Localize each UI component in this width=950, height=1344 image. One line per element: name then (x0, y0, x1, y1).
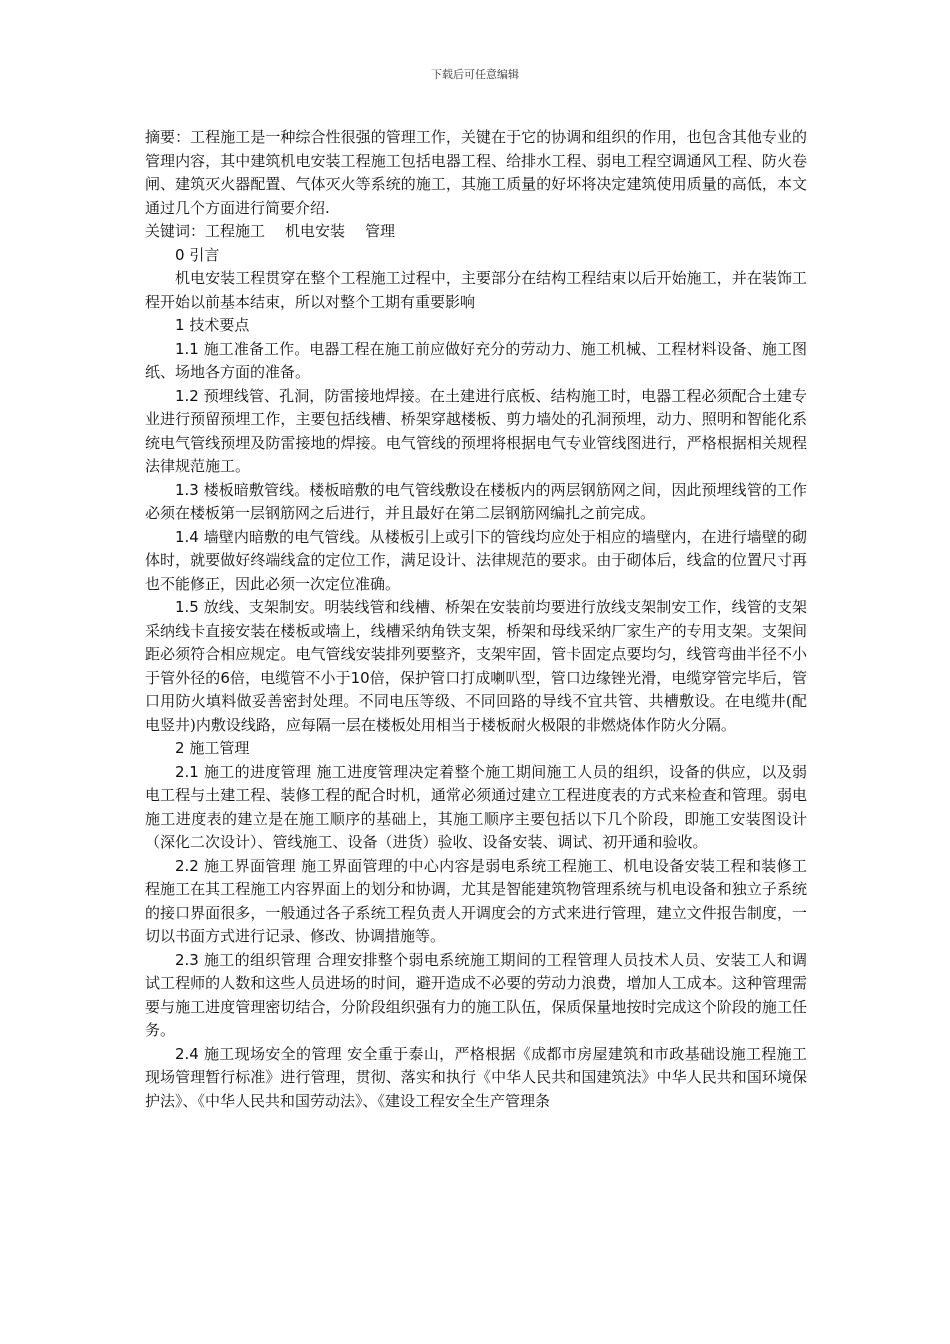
subsection-paragraph (145, 949, 807, 1043)
subsection-paragraph (145, 596, 807, 737)
section-heading (145, 737, 807, 761)
subsection-paragraph (145, 761, 807, 855)
keyword: 工程施工 (205, 222, 266, 240)
section-heading (145, 244, 807, 268)
inline-number: 6 (220, 668, 230, 687)
subsection-number: 1.2 (175, 386, 199, 405)
subsection-paragraph (145, 526, 807, 597)
subsection-number: 1.3 (175, 480, 199, 499)
inline-number: 10 (350, 668, 370, 687)
section-number: 1 (175, 316, 185, 334)
section-heading (145, 314, 807, 338)
subsection-number: 1.4 (175, 527, 199, 546)
paragraph-text: 预埋线管、孔洞，防雷接地焊接。在土建进行底板、结构施工时，电器工程必须配合土建专业进行预留预埋工作，主要包括线槽、桥架穿越楼板、剪力墙处的孔洞预埋，动力、照明和智能化系统电气管线预埋及防雷接地的焊接。电气管线的预埋将根据电气专业管线图进行，严格根据相关规程法律规范施工。 (145, 386, 807, 475)
paragraph-text: 倍，电缆管不小于 (229, 668, 351, 687)
paragraph-text: 放线、支架制安。明装线管和线槽、桥架在安装前均要进行放线支架制安工作，线管的支架采纳线卡直接安装在楼板或墙上，线槽采纳角铁支架，桥架和母线采纳厂家生产的专用支架。支架间距必须符合相应规定。电气管线安装排列要整齐，支架牢固，管卡固定点要均匀，线管弯曲半径不小于管外径的 (145, 598, 807, 687)
section-number: 0 (175, 245, 185, 264)
paragraph-text: 楼板暗敷管线。楼板暗敷的电气管线敷设在楼板内的两层钢筋网之间，因此预埋线管的工作必须在楼板第一层钢筋网之后进行，并且最好在第二层钢筋网编扎之前完成。 (145, 480, 807, 522)
subsection-number: 2.2 (175, 856, 199, 875)
subsection-number: 2.1 (175, 762, 199, 781)
page-header: 下载后可任意编辑 (431, 68, 519, 81)
paragraph-text: 倍，保护管口打成喇叭型，管口边缘锉光滑，电缆穿管完毕后，管口用防火填料做妥善密封处理。不同电压等级、不同回路的导线不宜共管、共槽敷设。在电缆井(配电竖井)内敷设线路，应每隔一层在楼板处用相当于楼板耐火极限的非燃烧体作防火分隔。 (145, 668, 807, 734)
section-title: 技术要点 (189, 316, 250, 334)
subsection-paragraph (145, 855, 807, 949)
subsection-paragraph (145, 1043, 807, 1114)
section-title: 引言 (189, 245, 220, 264)
keyword: 管理 (365, 222, 396, 240)
subsection-paragraph (145, 338, 807, 385)
paragraph-text: 施工准备工作。电器工程在施工前应做好充分的劳动力、施工机械、工程材料设备、施工图纸、场地各方面的准备。 (145, 339, 807, 381)
intro-paragraph: 机电安装工程贯穿在整个工程施工过程中，主要部分在结构工程结束以后开始施工，并在装饰工程开始以前基本结束，所以对整个工期有重要影响 (145, 269, 807, 311)
paragraph-text: 墙壁内暗敷的电气管线。从楼板引上或引下的管线均应处于相应的墙壁内，在进行墙壁的砌体时，就要做好终端线盒的定位工作，满足设计、法律规范的要求。由于砌体后，线盒的位置尺寸再也不能修正，因此必须一次定位准确。 (145, 527, 807, 593)
paragraph-text: 施工的进度管理 施工进度管理决定着整个施工期间施工人员的组织，设备的供应，以及弱电工程与土建工程、装修工程的配合时机，通常必须通过建立工程进度表的方式来检查和管理。弱电施工进度表的建立是在施工顺序的基础上，其施工顺序主要包括以下几个阶段，即施工安装图设计（深化二次设计）、管线施工、设备（进货）验收、设备安装、调试、初开通和验收。 (145, 762, 807, 851)
subsection-paragraph (145, 385, 807, 479)
subsection-number: 1.5 (175, 598, 199, 616)
section-number: 2 (175, 739, 185, 757)
document-body (145, 126, 807, 1113)
keyword: 机电安装 (285, 222, 346, 240)
keywords-line (145, 220, 807, 244)
paragraph-text: 施工界面管理 施工界面管理的中心内容是弱电系统工程施工、机电设备安装工程和装修工程施工在其工程施工内容界面上的划分和协调，尤其是智能建筑物管理系统与机电设备和独立子系统的接口界面很多，一般通过各子系统工程负责人开调度会的方式来进行管理，建立文件报告制度，一切以书面方式进行记录、修改、协调措施等。 (145, 856, 807, 945)
subsection-number: 2.3 (175, 950, 199, 969)
subsection-paragraph (145, 479, 807, 526)
section-title: 施工管理 (189, 739, 250, 757)
abstract-paragraph: 摘要：工程施工是一种综合性很强的管理工作，关键在于它的协调和组织的作用，也包含其他专业的管理内容，其中建筑机电安装工程施工包括电器工程、给排水工程、弱电工程空调通风工程、防火卷闸、建筑灭火器配置、气体灭火等系统的施工，其施工质量的好坏将决定建筑使用质量的高低，本文通过几个方面进行简要介绍. (145, 128, 807, 217)
paragraph-text: 施工的组织管理 合理安排整个弱电系统施工期间的工程管理人员技术人员、安装工人和调试工程师的人数和这些人员进场的时间，避开造成不必要的劳动力浪费，增加人工成本。这种管理需要与施工进度管理密切结合，分阶段组织强有力的施工队伍，保质保量地按时完成这个阶段的施工任务。 (145, 950, 807, 1039)
subsection-number: 2.4 (175, 1044, 199, 1063)
paragraph-text: 施工现场安全的管理 安全重于泰山，严格根据《成都市房屋建筑和市政基础设施工程施工现场管理暂行标准》进行管理，贯彻、落实和执行《中华人民共和国建筑法》中华人民共和国环境保护法》、《中华人民共和国劳动法》、《建设工程安全生产管理条 (145, 1044, 807, 1110)
subsection-number: 1.1 (175, 339, 199, 358)
keywords-label: 关键词： (145, 222, 206, 240)
